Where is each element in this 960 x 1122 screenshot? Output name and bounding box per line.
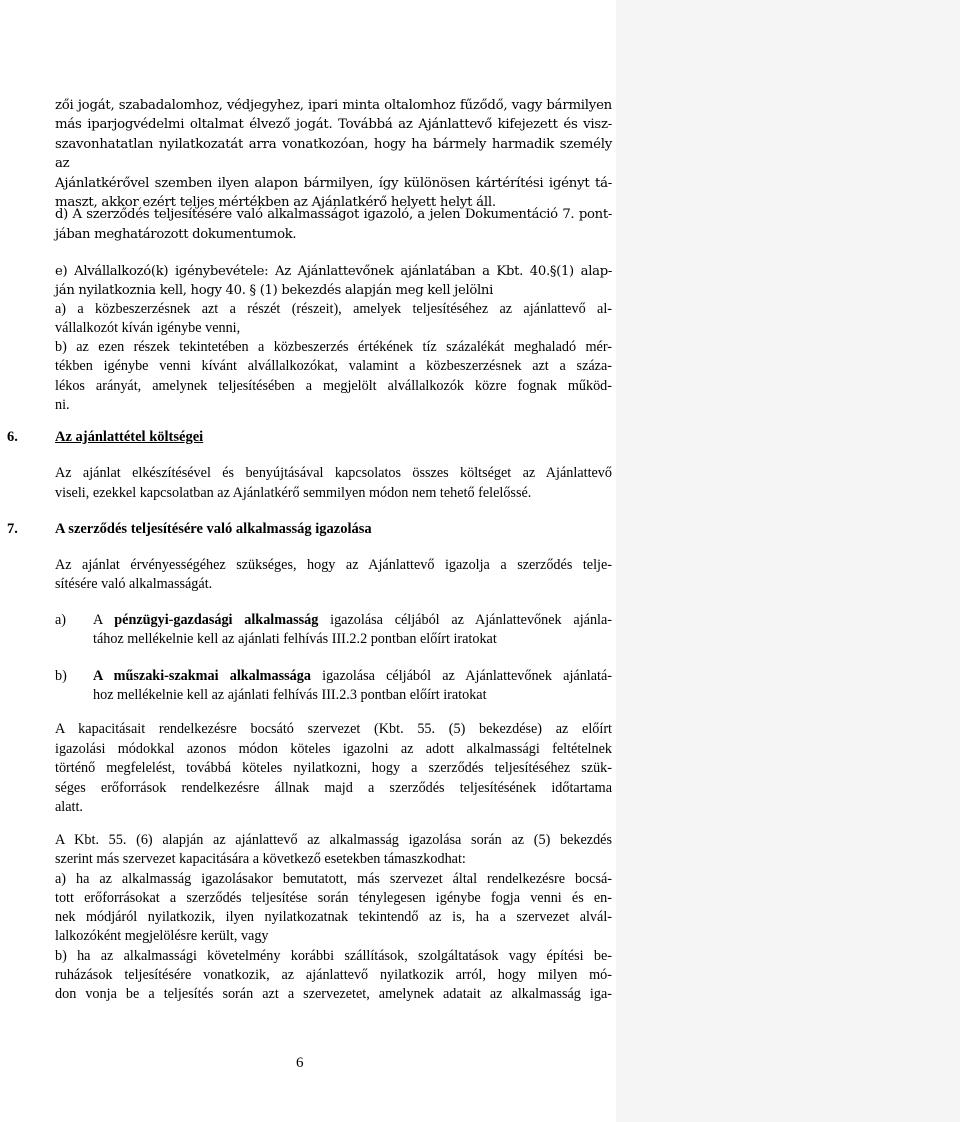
text-line: A Kbt. 55. (6) alapján az ajánlattevő az alkalmasság igazolása során az (5) bekezdés bbox=[55, 832, 612, 848]
list-label: a) bbox=[55, 612, 67, 628]
text-line: alatt. bbox=[55, 799, 83, 816]
text-line: ruházások teljesítésére vonatkozik, az ajánlattevő nyilatkozik arról, hogy milyen mó- bbox=[55, 967, 612, 984]
section-title: Az ajánlattétel költségei bbox=[55, 429, 204, 445]
text-line: e) Alvállalkozó(k) igénybevétele: Az Ajánlattevőnek ajánlatában a Kbt. 40.§(1) alap- bbox=[55, 264, 612, 279]
list-item-a bbox=[55, 611, 612, 651]
text-line: más iparjogvédelmi oltalmat élvező jogát. Továbbá az Ajánlattevő kifejezett és visz- bbox=[55, 117, 612, 133]
text-line: tott erőforrásokat a szerződés teljesítése során ténylegesen igénybe fogja venni és en- bbox=[55, 889, 612, 906]
kbt-paragraph bbox=[55, 831, 612, 1005]
section-title: A szerződés teljesítésére való alkalmasság igazolása bbox=[55, 521, 372, 537]
capacity-paragraph bbox=[55, 720, 612, 818]
text-line: tához mellékelnie kell az ajánlati felhívás III.2.2 pontban előírt iratokat bbox=[93, 630, 497, 647]
item-d-paragraph bbox=[55, 205, 612, 245]
text-line: ni. bbox=[55, 396, 70, 413]
text-line: lalkozóként megjelölésre került, vagy bbox=[55, 928, 269, 945]
bold-term: pénzügyi-gazdasági alkalmasság bbox=[114, 612, 319, 628]
text-line: viseli, ezekkel kapcsolatban az Ajánlatkérő semmilyen módon nem tehető felelőssé. bbox=[55, 484, 532, 501]
text-line: tékben igénybe venni kívánt alvállalkozókat, valamint a közbeszerzésnek azt a száza- bbox=[55, 358, 612, 375]
text-line: sítésére való alkalmasságát. bbox=[55, 576, 213, 592]
text-line: a) a közbeszerzésnek azt a részét (részeit), amelyek teljesítéséhez az ajánlattevő al- bbox=[55, 301, 612, 318]
section-number: 6. bbox=[7, 429, 18, 445]
text-line: Az ajánlat elkészítésével és benyújtásával kapcsolatos összes költséget az Ajánlattevő bbox=[55, 465, 612, 481]
list-label: b) bbox=[55, 668, 67, 684]
text-line: Ajánlatkérővel szemben ilyen alapon bármilyen, így különösen kártérítési igényt tá- bbox=[55, 175, 612, 191]
text-fragment: A bbox=[93, 612, 115, 628]
text-line: d) A szerződés teljesítésére való alkalmasságot igazoló, a jelen Dokumentáció 7. pont- bbox=[55, 207, 612, 222]
text-line: vállalkozót kíván igénybe venni, bbox=[55, 320, 241, 337]
section-number: 7. bbox=[7, 521, 18, 537]
text-line: szerint más szervezet kapacitására a következő esetekben támaszkodhat: bbox=[55, 851, 466, 868]
text-line: séges erőforrások rendelkezésre állnak majd a szerződés teljesítésének időtartama bbox=[55, 779, 612, 796]
text-line: zői jogát, szabadalomhoz, védjegyhez, ipari minta oltalomhoz fűződő, vagy bármilyen bbox=[55, 98, 612, 113]
text-line: Az ajánlat érvényességéhez szükséges, hogy az Ajánlattevő igazolja a szerződés telje- bbox=[55, 557, 612, 573]
text-fragment: igazolása céljából az Ajánlattevőnek ajánlatá- bbox=[310, 668, 612, 684]
text-fragment: igazolása céljából az Ajánlattevőnek ajánla- bbox=[318, 612, 613, 628]
text-line: hoz mellékelnie kell az ajánlati felhívás III.2.3 pontban előírt iratokat bbox=[93, 686, 487, 703]
list-item-b bbox=[55, 667, 612, 707]
item-e-paragraph bbox=[55, 262, 612, 415]
right-margin-band bbox=[616, 0, 960, 1122]
text-line: szavonhatatlan nyilatkozatát arra vonatkozóan, hogy ha bármely harmadik személy az bbox=[55, 136, 612, 172]
text-line: lékos arányát, amelynek teljesítésében a megjelölt alvállalkozók közre fognak működ- bbox=[55, 377, 612, 394]
intro-paragraph bbox=[55, 96, 612, 212]
text-line bbox=[93, 611, 612, 630]
text-line: b) az ezen részek tekintetében a közbeszerzés értékének tíz százalékát meghaladó mér- bbox=[55, 339, 612, 356]
text-line: a) ha az alkalmasság igazolásakor bemutatott, más szervezet által rendelkezésre bocsá- bbox=[55, 870, 612, 887]
text-line: nek módjáról nyilatkozik, ilyen nyilatkozatnak tekintendő az is, ha a szervezet alvál- bbox=[55, 909, 612, 926]
text-line: jában meghatározott dokumentumok. bbox=[55, 227, 297, 242]
text-line bbox=[93, 667, 612, 686]
bold-term: A műszaki-szakmai alkalmassága bbox=[93, 668, 311, 684]
text-line: történő megfelelést, továbbá köteles nyilatkozni, hogy a szerződés teljesítéséhez szük- bbox=[55, 760, 612, 777]
text-line: igazolási módokkal azonos módon köteles igazolni az adott alkalmassági feltételnek bbox=[55, 740, 612, 757]
text-line: don vonja be a teljesítés során azt a szervezetet, amelynek adatait az alkalmasság iga- bbox=[55, 986, 612, 1003]
text-line: maszt, akkor ezért teljes mértékben az Ajánlatkérő helyett helyt áll. bbox=[55, 195, 496, 211]
section-7-intro bbox=[55, 556, 612, 594]
section-6-paragraph bbox=[55, 464, 612, 503]
text-line: ján nyilatkoznia kell, hogy 40. § (1) bekezdés alapján meg kell jelölni bbox=[55, 283, 494, 299]
text-line: A kapacitásait rendelkezésre bocsátó szervezet (Kbt. 55. (5) bekezdése) az előírt bbox=[55, 721, 612, 737]
page-number: 6 bbox=[296, 1055, 304, 1071]
text-line: b) ha az alkalmassági követelmény korábbi szállítások, szolgáltatások vagy építési be- bbox=[55, 947, 612, 964]
